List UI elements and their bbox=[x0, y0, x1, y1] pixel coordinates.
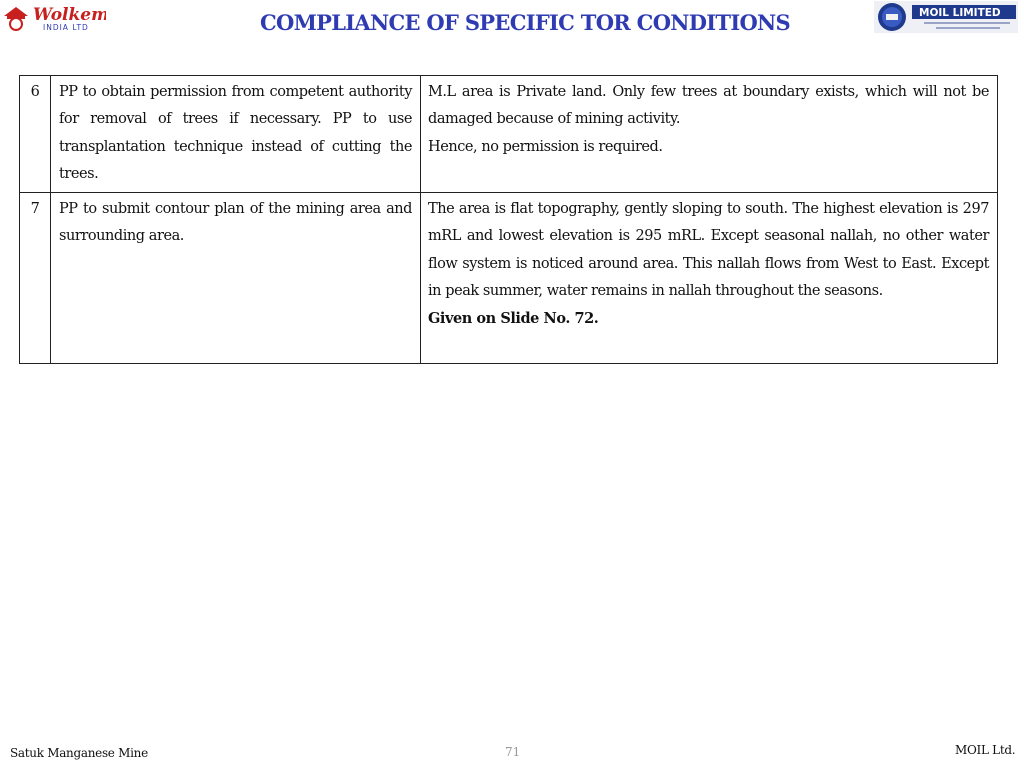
footer-company: MOIL Ltd. bbox=[955, 743, 1016, 757]
compliance-table bbox=[19, 75, 998, 364]
compliance-text: The area is flat topography, gently sloping to south. The highest elevation is 297 mRL and lowest elevation is 295 mRL. Except seasonal nallah, no other water flow system is noticed around area. This nallah flows from West to East. Except in peak summer, water remains in nallah throughout the seasons. bbox=[428, 201, 989, 300]
page-number: 71 bbox=[505, 745, 521, 759]
table-row bbox=[20, 193, 998, 364]
compliance-text: M.L area is Private land. Only few trees at boundary exists, which will not be damaged because of mining activity. bbox=[428, 84, 989, 128]
row-number: 6 bbox=[20, 76, 51, 193]
moil-logo bbox=[874, 1, 1018, 33]
compliance-reference: Given on Slide No. 72. bbox=[428, 310, 599, 328]
page-title: COMPLIANCE OF SPECIFIC TOR CONDITIONS bbox=[259, 10, 791, 35]
wolkem-logo-text: Wolkem bbox=[33, 5, 106, 25]
condition-cell: PP to submit contour plan of the mining area and surrounding area. bbox=[51, 193, 421, 364]
moil-logo-icon bbox=[874, 1, 1018, 33]
condition-cell: PP to obtain permission from competent authority for removal of trees if necessary. PP to use transplantation technique instead of cutting the trees. bbox=[51, 76, 421, 193]
wolkem-logo-subtext: INDIA LTD bbox=[43, 23, 89, 32]
footer-mine-name: Satuk Manganese Mine bbox=[10, 746, 148, 760]
compliance-text: Hence, no permission is required. bbox=[428, 138, 663, 155]
row-number: 7 bbox=[20, 193, 51, 364]
compliance-cell bbox=[421, 76, 998, 193]
compliance-cell bbox=[421, 193, 998, 364]
moil-logo-text: MOIL LIMITED bbox=[919, 7, 1001, 19]
table-row bbox=[20, 76, 998, 193]
